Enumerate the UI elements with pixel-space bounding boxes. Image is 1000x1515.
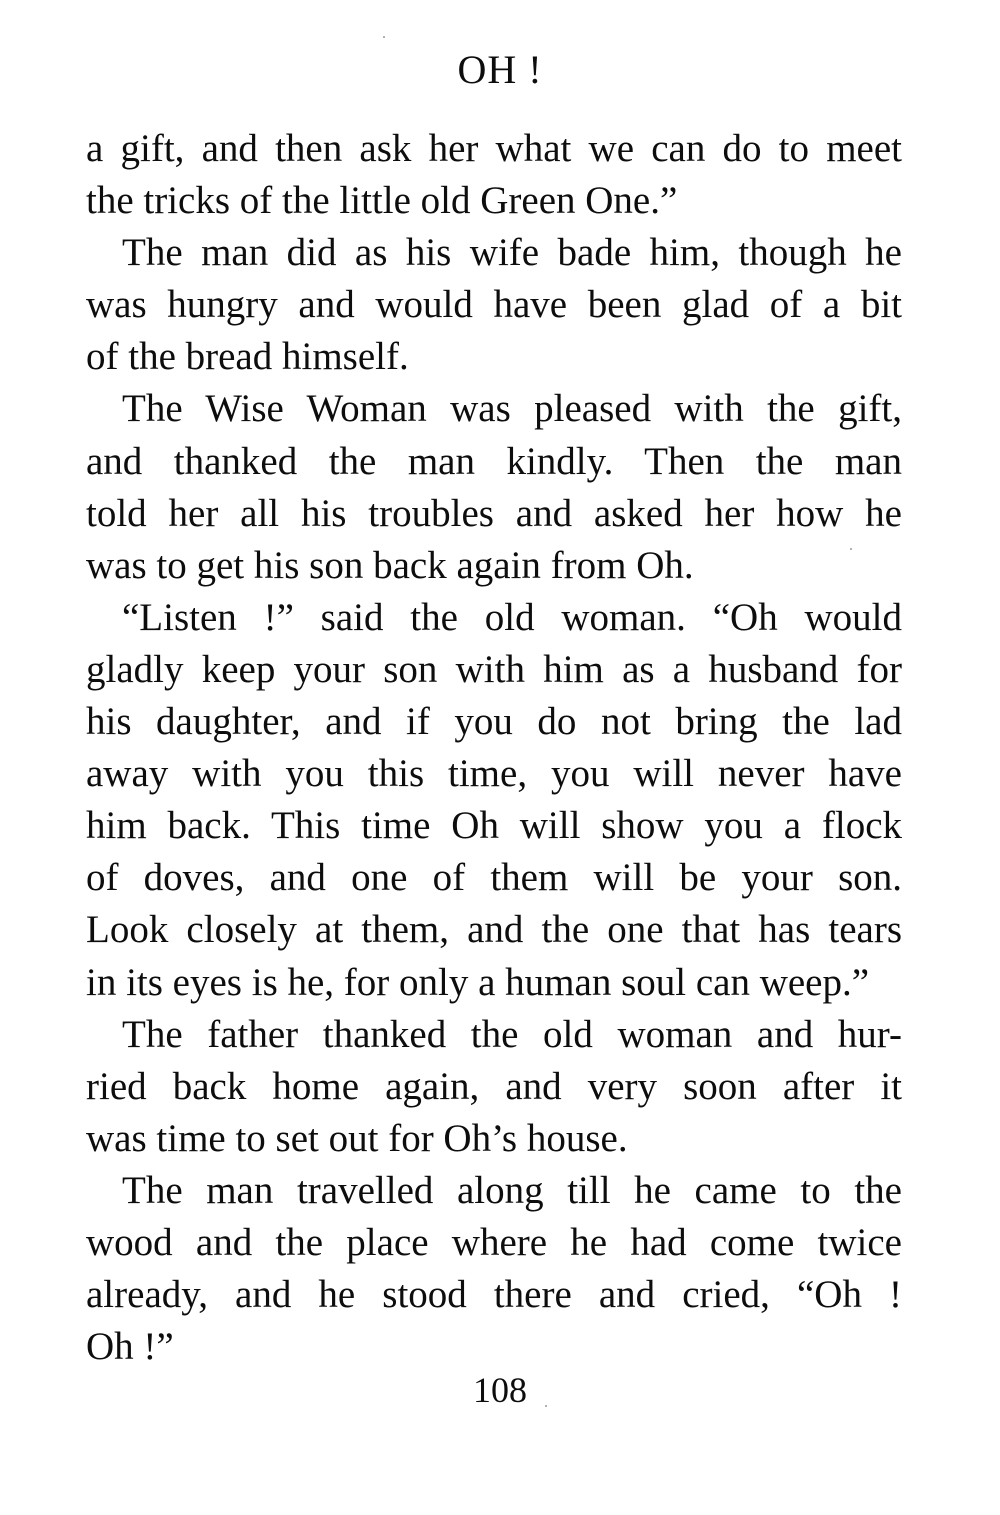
page-number: 108 bbox=[473, 1370, 527, 1410]
text-line: a gift, and then ask her what we can do to meet bbox=[86, 127, 902, 170]
text-line: told her all his troubles and asked her how he bbox=[86, 491, 902, 535]
text-line: in its eyes is he, for only a human soul can weep.” bbox=[86, 960, 870, 1004]
paragraph bbox=[86, 383, 902, 591]
text-line: was to get his son back again from Oh. bbox=[86, 543, 694, 587]
text-line: “Listen !” said the old woman. “Oh would bbox=[122, 595, 902, 639]
text-line: his daughter, and if you do not bring the lad bbox=[86, 700, 902, 744]
text-line: of doves, and one of them will be your son. bbox=[86, 856, 902, 900]
text-line: the tricks of the little old Green One.” bbox=[86, 179, 678, 223]
text-line: of the bread himself. bbox=[86, 335, 409, 379]
text-line: and thanked the man kindly. Then the man bbox=[86, 439, 902, 483]
text-line: away with you this time, you will never have bbox=[86, 752, 902, 796]
text-line: wood and the place where he had come twice bbox=[86, 1220, 902, 1264]
text-line: was time to set out for Oh’s house. bbox=[86, 1116, 628, 1160]
scan-speck bbox=[545, 1405, 547, 1407]
paragraph bbox=[86, 592, 902, 1009]
text-line: Oh !” bbox=[86, 1325, 174, 1369]
text-line: The man travelled along till he came to the bbox=[122, 1168, 902, 1212]
paragraph bbox=[86, 1009, 902, 1165]
scan-speck bbox=[850, 548, 852, 550]
running-head: OH ! bbox=[457, 47, 543, 92]
paragraph bbox=[86, 227, 902, 383]
text-line: ried back home again, and very soon after it bbox=[86, 1064, 902, 1108]
text-line: The man did as his wife bade him, though he bbox=[122, 231, 902, 275]
body-text bbox=[86, 123, 902, 1373]
scan-speck bbox=[383, 36, 385, 38]
text-line: Look closely at them, and the one that has tears bbox=[86, 908, 902, 952]
paragraph bbox=[86, 1165, 902, 1373]
text-line: The Wise Woman was pleased with the gift, bbox=[122, 387, 902, 431]
text-line: was hungry and would have been glad of a bit bbox=[86, 283, 902, 327]
text-line: gladly keep your son with him as a husband for bbox=[86, 647, 902, 691]
paragraph bbox=[86, 123, 902, 227]
text-line: him back. This time Oh will show you a flock bbox=[86, 804, 902, 848]
text-line: The father thanked the old woman and hur- bbox=[122, 1012, 902, 1056]
text-line: already, and he stood there and cried, “Oh ! bbox=[86, 1273, 902, 1317]
